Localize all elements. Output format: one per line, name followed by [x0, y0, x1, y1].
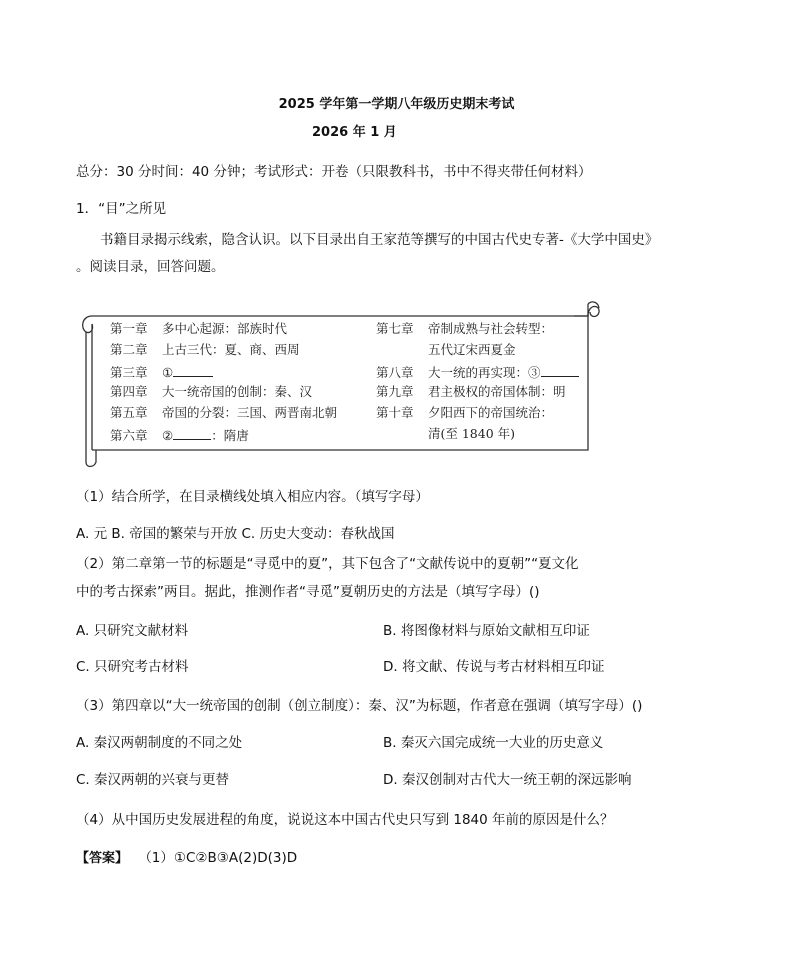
- subquestion-3-option-d: D. 秦汉创制对古代大一统王朝的深远影响: [383, 772, 632, 788]
- toc-chapter: 第七章: [376, 321, 414, 336]
- toc-title: 夕阳西下的帝国统治：: [428, 405, 554, 420]
- subquestion-2-option-b: B. 将图像材料与原始文献相互印证: [383, 623, 590, 639]
- exam-title: 2025 学年第一学期八年级历史期末考试: [278, 97, 515, 112]
- answer-blank-3: [541, 362, 579, 377]
- toc-title: 多中心起源：部族时代: [162, 321, 288, 336]
- toc-title-prefix: ②: [162, 428, 174, 443]
- toc-chapter: 第十章: [376, 405, 414, 420]
- subquestion-3: （3）第四章以“大一统帝国的创制（创立制度）：秦、汉”为标题，作者意在强调（填写字母）(): [76, 698, 643, 714]
- toc-title: 上古三代：夏、商、西周: [162, 342, 300, 357]
- toc-left-row-6: [110, 425, 249, 445]
- toc-chapter: 第二章: [110, 342, 148, 357]
- toc-chapter: 第八章: [376, 365, 414, 380]
- toc-left-row-5: [110, 404, 337, 422]
- toc-title: 大一统的再实现：③: [428, 365, 541, 380]
- subquestion-2-line2: 中的考古探索”两目。据此，推测作者“寻觅”夏朝历史的方法是（填写字母）(): [76, 584, 540, 600]
- answer-content: （1）①C②B③A(2)D(3)D: [138, 850, 298, 866]
- question-1-intro-line1: 书籍目录揭示线索，隐含认识。以下目录出自王家范等撰写的中国古代史专著-《大学中国史》: [100, 232, 659, 248]
- answer-blank-1: [173, 362, 213, 377]
- toc-right-row-6: [376, 425, 515, 443]
- toc-chapter: 第六章: [110, 428, 148, 443]
- toc-left-row-3: [110, 362, 213, 382]
- answer-blank-2: [173, 425, 211, 440]
- subquestion-2-option-d: D. 将文献、传说与考古材料相互印证: [383, 659, 605, 675]
- toc-left-row-4: [110, 383, 312, 401]
- subquestion-3-option-b: B. 秦灭六国完成统一大业的历史意义: [383, 735, 604, 751]
- toc-title: 大一统帝国的创制：秦、汉: [162, 384, 313, 399]
- exam-date: 2026 年 1 月: [312, 125, 397, 140]
- toc-chapter: 第一章: [110, 321, 148, 336]
- question-1-intro-line2: 。阅读目录，回答问题。: [76, 259, 225, 275]
- toc-title: 帝国的分裂：三国、两晋南北朝: [162, 405, 338, 420]
- subquestion-3-option-c: C. 秦汉两朝的兴衰与更替: [76, 772, 230, 788]
- answer-label: 【答案】: [76, 851, 129, 866]
- toc-scroll-figure: [78, 298, 600, 468]
- subquestion-3-option-a: A. 秦汉两朝制度的不同之处: [76, 735, 243, 751]
- exam-info: 总分：30 分时间：40 分钟；考试形式：开卷（只限教科书，书中不得夹带任何材料）: [76, 164, 592, 180]
- toc-right-row-5: [376, 404, 553, 422]
- toc-left-row-2: [110, 341, 300, 359]
- toc-title-suffix: ：隋唐: [211, 428, 249, 443]
- toc-chapter: 第九章: [376, 384, 414, 399]
- toc-title: 君主极权的帝国体制：明: [428, 384, 566, 399]
- toc-title: 五代辽宋西夏金: [428, 342, 516, 357]
- subquestion-2-option-a: A. 只研究文献材料: [76, 623, 189, 639]
- answer-line: [76, 848, 297, 869]
- toc-title: 帝制成熟与社会转型：: [428, 321, 554, 336]
- toc-right-row-2: [376, 341, 516, 359]
- subquestion-2-line1: （2）第二章第一节的标题是“寻觅中的夏”，其下包含了“文献传说中的夏朝”“夏文化: [76, 556, 579, 572]
- subquestion-4: （4）从中国历史发展进程的角度，说说这本中国古代史只写到 1840 年前的原因是什么？: [76, 812, 614, 828]
- subquestion-1-options: A. 元 B. 帝国的繁荣与开放 C. 历史大变动：春秋战国: [76, 526, 395, 542]
- toc-right-row-4: [376, 383, 566, 401]
- toc-title: 清(至 1840 年): [428, 426, 516, 441]
- toc-right-row-1: [376, 320, 553, 338]
- subquestion-1: （1）结合所学，在目录横线处填入相应内容。（填写字母）: [76, 489, 429, 505]
- subquestion-2-option-c: C. 只研究考古材料: [76, 659, 189, 675]
- toc-right-row-3: [376, 362, 579, 382]
- toc-left-row-1: [110, 320, 287, 338]
- toc-chapter: 第三章: [110, 365, 148, 380]
- toc-chapter: 第五章: [110, 405, 148, 420]
- question-1-heading: 1．“目”之所见: [76, 201, 167, 217]
- toc-title: ①: [162, 365, 174, 380]
- toc-chapter: 第四章: [110, 384, 148, 399]
